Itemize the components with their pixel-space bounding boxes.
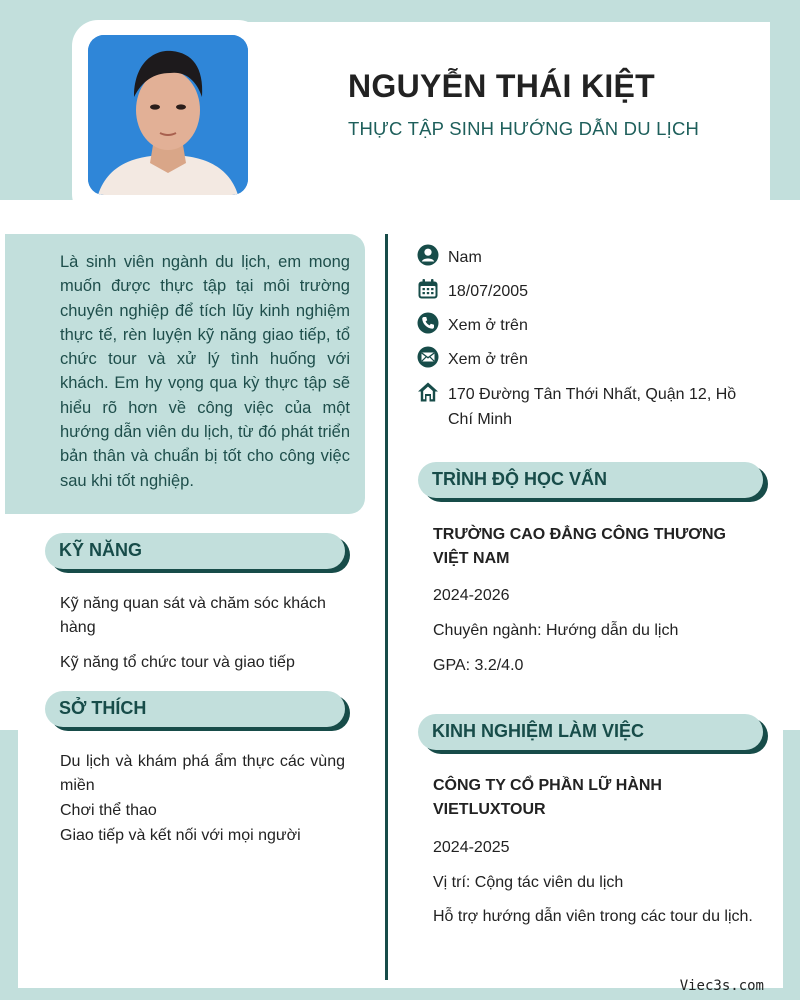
- contact-text: Nam: [448, 249, 482, 266]
- home-icon: [417, 381, 439, 403]
- profile-photo: [88, 35, 248, 195]
- experience-heading-label: KINH NGHIỆM LÀM VIỆC: [432, 721, 645, 741]
- candidate-title: THỰC TẬP SINH HƯỚNG DẪN DU LỊCH: [348, 118, 700, 139]
- calendar-icon: [417, 278, 439, 300]
- contact-text: 170 Đường Tân Thới Nhất, Quận 12, Hồ Chí Minh: [448, 386, 737, 428]
- contact-text: 18/07/2005: [448, 283, 529, 300]
- hobbies-heading-label: SỞ THÍCH: [59, 698, 147, 718]
- education-heading: [418, 462, 763, 498]
- skills-heading-label: KỸ NĂNG: [59, 540, 143, 560]
- mail-icon: [417, 346, 439, 368]
- hobby-item: Giao tiếp và kết nối với mọi người: [60, 827, 301, 844]
- contact-text: Xem ở trên: [448, 317, 528, 334]
- hobbies-heading: [45, 691, 345, 727]
- phone-icon: [417, 312, 439, 334]
- hobby-item: Du lịch và khám phá ẩm thực các vùng miền: [60, 753, 345, 794]
- contact-text: Xem ở trên: [448, 351, 528, 368]
- education-school: TRƯỜNG CAO ĐẲNG CÔNG THƯƠNG VIỆT NAM: [433, 526, 726, 567]
- watermark: Viec3s.com: [679, 978, 764, 994]
- hobby-item: Chơi thể thao: [60, 802, 157, 819]
- experience-heading: [418, 714, 763, 750]
- education-period: 2024-2026: [433, 587, 510, 604]
- education-heading-label: TRÌNH ĐỘ HỌC VẤN: [432, 469, 607, 489]
- experience-company: CÔNG TY CỔ PHẦN LỮ HÀNH VIETLUXTOUR: [433, 777, 662, 818]
- candidate-name: NGUYỄN THÁI KIỆT: [348, 68, 656, 104]
- column-divider: [385, 234, 388, 980]
- summary-text: Là sinh viên ngành du lịch, em mong muốn được thực tập tại môi trường chuyên nghiệp để tích lũy kinh nghiệm thực tế, rèn luyện kỹ năng giao tiếp, tổ chức tour và xử lý tình huống với khách. Em hy vọng qua kỳ thực tập sẽ hiểu rõ hơn về công việc của một hướng dẫn viên du lịch, từ đó phát triển bản thân và chuẩn bị tốt cho công việc sau khi tốt nghiệp.: [60, 253, 350, 490]
- experience-position: Vị trí: Cộng tác viên du lịch: [433, 874, 624, 891]
- education-major: Chuyên ngành: Hướng dẫn du lịch: [433, 622, 679, 639]
- skills-heading: [45, 533, 345, 569]
- user-icon: [417, 244, 439, 266]
- education-gpa: GPA: 3.2/4.0: [433, 657, 524, 674]
- experience-period: 2024-2025: [433, 839, 510, 856]
- summary-box: [5, 234, 365, 514]
- header-panel: [245, 22, 770, 200]
- skill-item: Kỹ năng quan sát và chăm sóc khách hàng: [60, 595, 326, 636]
- experience-description: Hỗ trợ hướng dẫn viên trong các tour du lịch.: [433, 908, 753, 925]
- skill-item: Kỹ năng tổ chức tour và giao tiếp: [60, 654, 295, 671]
